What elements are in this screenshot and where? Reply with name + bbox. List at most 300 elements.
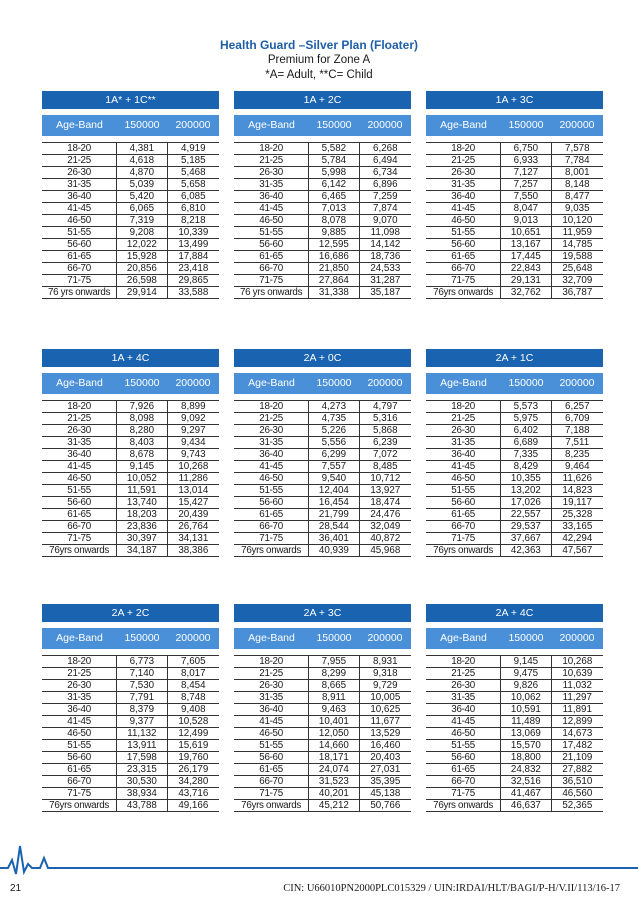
premium-cell: 12,404 xyxy=(309,485,359,496)
age-band-cell: 26-30 xyxy=(234,425,309,436)
column-header: 150000 xyxy=(508,377,544,389)
age-band-cell: 61-65 xyxy=(234,764,309,775)
premium-cell: 7,578 xyxy=(565,143,590,154)
age-band-cell: 31-35 xyxy=(42,437,117,448)
premium-cell: 10,268 xyxy=(562,656,593,667)
premium-cell: 4,919 xyxy=(181,143,206,154)
age-band-cell: 18-20 xyxy=(42,401,117,412)
premium-cell: 46,560 xyxy=(562,788,593,799)
premium-cell: 8,299 xyxy=(309,668,359,679)
table-row xyxy=(426,401,603,413)
premium-cell: 7,530 xyxy=(117,680,167,691)
premium-table xyxy=(234,91,411,299)
premium-cell: 9,208 xyxy=(117,227,167,238)
column-header: 150000 xyxy=(508,632,544,644)
age-band-cell: 31-35 xyxy=(234,692,309,703)
premium-cell: 8,098 xyxy=(117,413,167,424)
premium-cell: 33,165 xyxy=(562,521,593,532)
table-row xyxy=(234,776,411,788)
table-row xyxy=(42,533,219,545)
premium-cell: 36,401 xyxy=(309,533,359,544)
table-row xyxy=(426,704,603,716)
age-band-cell: 61-65 xyxy=(42,764,117,775)
premium-cell: 6,257 xyxy=(565,401,590,412)
age-band-cell: 36-40 xyxy=(42,704,117,715)
age-band-cell: 46-50 xyxy=(426,473,501,484)
premium-cell: 6,750 xyxy=(501,143,551,154)
premium-cell: 30,397 xyxy=(117,533,167,544)
table-row xyxy=(234,215,411,227)
premium-table xyxy=(426,604,603,812)
table-row xyxy=(426,239,603,251)
premium-cell: 37,667 xyxy=(501,533,551,544)
table-row xyxy=(42,764,219,776)
age-band-cell: 46-50 xyxy=(42,473,117,484)
premium-cell: 22,843 xyxy=(501,263,551,274)
premium-cell: 24,074 xyxy=(309,764,359,775)
premium-cell: 25,328 xyxy=(562,509,593,520)
premium-cell: 43,788 xyxy=(117,800,167,811)
table-row xyxy=(426,251,603,263)
age-band-cell: 26-30 xyxy=(42,167,117,178)
premium-table xyxy=(234,349,411,557)
premium-cell: 16,686 xyxy=(309,251,359,262)
age-band-cell: 71-75 xyxy=(426,275,501,286)
table-header-row xyxy=(42,373,219,394)
premium-cell: 8,403 xyxy=(117,437,167,448)
premium-cell: 31,338 xyxy=(309,287,359,298)
table-row xyxy=(426,521,603,533)
age-band-cell: 51-55 xyxy=(42,740,117,751)
heartbeat-icon xyxy=(0,838,60,878)
age-band-cell: 18-20 xyxy=(426,401,501,412)
premium-cell: 12,050 xyxy=(309,728,359,739)
table-row xyxy=(426,473,603,485)
table-header-row xyxy=(234,115,411,136)
age-band-cell: 76yrs onwards xyxy=(234,545,309,556)
age-band-cell: 56-60 xyxy=(234,239,309,250)
premium-cell: 6,085 xyxy=(181,191,206,202)
premium-cell: 22,557 xyxy=(501,509,551,520)
age-band-cell: 76yrs onwards xyxy=(234,800,309,811)
table-row xyxy=(234,227,411,239)
premium-cell: 23,418 xyxy=(178,263,209,274)
table-row xyxy=(426,425,603,437)
table-title: 2A + 3C xyxy=(234,604,411,622)
premium-cell: 18,203 xyxy=(117,509,167,520)
age-band-cell: 41-45 xyxy=(234,203,309,214)
premium-cell: 8,429 xyxy=(501,461,551,472)
premium-cell: 11,132 xyxy=(117,728,167,739)
table-body xyxy=(426,400,603,557)
premium-cell: 8,235 xyxy=(565,449,590,460)
premium-cell: 8,748 xyxy=(181,692,206,703)
premium-cell: 21,109 xyxy=(562,752,593,763)
column-header: Age-Band xyxy=(56,377,103,389)
premium-cell: 32,516 xyxy=(501,776,551,787)
age-band-cell: 31-35 xyxy=(42,692,117,703)
table-row xyxy=(42,497,219,509)
premium-cell: 34,187 xyxy=(117,545,167,556)
cin-uin-text: CIN: U66010PN2000PLC015329 / UIN:IRDAI/HLT/BAGI/P-H/V.II/113/16-17 xyxy=(283,883,620,894)
premium-cell: 35,395 xyxy=(370,776,401,787)
age-band-cell: 56-60 xyxy=(42,497,117,508)
age-band-cell: 36-40 xyxy=(42,449,117,460)
table-row xyxy=(234,191,411,203)
premium-cell: 11,489 xyxy=(501,716,551,727)
age-band-cell: 31-35 xyxy=(234,179,309,190)
premium-cell: 49,166 xyxy=(178,800,209,811)
table-row xyxy=(234,680,411,692)
premium-cell: 8,379 xyxy=(117,704,167,715)
page-number: 21 xyxy=(10,883,22,894)
table-row xyxy=(42,788,219,800)
age-band-cell: 46-50 xyxy=(234,728,309,739)
age-band-cell: 51-55 xyxy=(426,227,501,238)
premium-cell: 6,239 xyxy=(373,437,398,448)
column-header: 200000 xyxy=(559,377,595,389)
premium-cell: 8,078 xyxy=(309,215,359,226)
table-row xyxy=(234,251,411,263)
premium-cell: 20,403 xyxy=(370,752,401,763)
age-band-cell: 41-45 xyxy=(42,203,117,214)
table-header-row xyxy=(42,115,219,136)
column-header: Age-Band xyxy=(248,632,295,644)
age-band-cell: 26-30 xyxy=(234,680,309,691)
column-header: Age-Band xyxy=(56,119,103,131)
column-header: 150000 xyxy=(124,377,160,389)
premium-cell: 42,363 xyxy=(501,545,551,556)
premium-cell: 14,785 xyxy=(562,239,593,250)
premium-cell: 9,729 xyxy=(373,680,398,691)
page-header xyxy=(0,38,638,83)
table-row xyxy=(42,776,219,788)
table-row xyxy=(426,203,603,215)
age-band-cell: 66-70 xyxy=(42,263,117,274)
premium-cell: 13,202 xyxy=(501,485,551,496)
premium-cell: 24,476 xyxy=(370,509,401,520)
table-row xyxy=(42,668,219,680)
premium-cell: 6,734 xyxy=(373,167,398,178)
premium-cell: 38,386 xyxy=(178,545,209,556)
premium-cell: 6,896 xyxy=(373,179,398,190)
age-band-cell: 61-65 xyxy=(234,251,309,262)
column-header: Age-Band xyxy=(440,632,487,644)
age-band-cell: 46-50 xyxy=(42,728,117,739)
age-band-cell: 18-20 xyxy=(234,401,309,412)
age-band-cell: 36-40 xyxy=(42,191,117,202)
table-row xyxy=(234,263,411,275)
table-row xyxy=(426,776,603,788)
age-band-cell: 21-25 xyxy=(426,155,501,166)
premium-cell: 12,899 xyxy=(562,716,593,727)
premium-cell: 33,588 xyxy=(178,287,209,298)
premium-cell: 26,179 xyxy=(178,764,209,775)
column-header: 150000 xyxy=(124,119,160,131)
premium-cell: 7,605 xyxy=(181,656,206,667)
legend-note: *A= Adult, **C= Child xyxy=(265,69,373,81)
table-row xyxy=(426,461,603,473)
premium-cell: 9,743 xyxy=(181,449,206,460)
premium-cell: 10,355 xyxy=(501,473,551,484)
table-row xyxy=(234,545,411,557)
premium-cell: 17,884 xyxy=(178,251,209,262)
table-row xyxy=(42,692,219,704)
column-header: 200000 xyxy=(175,119,211,131)
premium-cell: 7,926 xyxy=(117,401,167,412)
age-band-cell: 21-25 xyxy=(42,155,117,166)
age-band-cell: 31-35 xyxy=(426,692,501,703)
age-band-cell: 41-45 xyxy=(42,461,117,472)
column-header: 200000 xyxy=(367,632,403,644)
premium-cell: 5,185 xyxy=(181,155,206,166)
premium-cell: 9,092 xyxy=(181,413,206,424)
premium-cell: 10,005 xyxy=(370,692,401,703)
age-band-cell: 26-30 xyxy=(426,425,501,436)
table-row xyxy=(426,728,603,740)
age-band-cell: 36-40 xyxy=(234,191,309,202)
premium-cell: 31,523 xyxy=(309,776,359,787)
premium-cell: 10,339 xyxy=(178,227,209,238)
age-band-cell: 46-50 xyxy=(42,215,117,226)
table-row xyxy=(42,287,219,299)
premium-cell: 13,069 xyxy=(501,728,551,739)
table-header-row xyxy=(426,115,603,136)
premium-cell: 5,039 xyxy=(117,179,167,190)
age-band-cell: 36-40 xyxy=(426,191,501,202)
column-header: Age-Band xyxy=(248,377,295,389)
premium-cell: 9,826 xyxy=(501,680,551,691)
premium-cell: 4,735 xyxy=(309,413,359,424)
table-row xyxy=(234,413,411,425)
age-band-cell: 56-60 xyxy=(42,239,117,250)
table-row xyxy=(42,215,219,227)
premium-cell: 12,022 xyxy=(117,239,167,250)
table-row xyxy=(234,497,411,509)
premium-cell: 12,499 xyxy=(178,728,209,739)
premium-cell: 6,689 xyxy=(501,437,551,448)
age-band-cell: 51-55 xyxy=(42,485,117,496)
age-band-cell: 61-65 xyxy=(234,509,309,520)
table-row xyxy=(234,521,411,533)
premium-cell: 40,939 xyxy=(309,545,359,556)
column-header: 200000 xyxy=(559,119,595,131)
table-row xyxy=(42,227,219,239)
age-band-cell: 36-40 xyxy=(234,704,309,715)
premium-cell: 9,475 xyxy=(501,668,551,679)
premium-cell: 13,499 xyxy=(178,239,209,250)
table-row xyxy=(42,521,219,533)
premium-cell: 9,540 xyxy=(309,473,359,484)
premium-cell: 10,639 xyxy=(562,668,593,679)
age-band-cell: 21-25 xyxy=(426,668,501,679)
premium-cell: 8,047 xyxy=(501,203,551,214)
age-band-cell: 76yrs onwards xyxy=(426,287,501,298)
premium-cell: 10,528 xyxy=(178,716,209,727)
premium-cell: 29,865 xyxy=(178,275,209,286)
premium-cell: 10,712 xyxy=(370,473,401,484)
premium-cell: 19,760 xyxy=(178,752,209,763)
table-row xyxy=(426,485,603,497)
premium-cell: 15,427 xyxy=(178,497,209,508)
table-row xyxy=(426,716,603,728)
table-row xyxy=(426,227,603,239)
table-row xyxy=(42,413,219,425)
premium-cell: 32,762 xyxy=(501,287,551,298)
table-row xyxy=(234,461,411,473)
table-row xyxy=(426,179,603,191)
premium-cell: 10,062 xyxy=(501,692,551,703)
age-band-cell: 71-75 xyxy=(42,533,117,544)
table-body xyxy=(234,142,411,299)
table-title: 2A + 2C xyxy=(42,604,219,622)
premium-cell: 25,648 xyxy=(562,263,593,274)
table-row xyxy=(42,155,219,167)
age-band-cell: 61-65 xyxy=(42,251,117,262)
table-row xyxy=(426,413,603,425)
column-header: 200000 xyxy=(559,632,595,644)
premium-cell: 6,402 xyxy=(501,425,551,436)
age-band-cell: 66-70 xyxy=(426,776,501,787)
age-band-cell: 66-70 xyxy=(426,521,501,532)
table-row xyxy=(42,251,219,263)
table-row xyxy=(426,287,603,299)
age-band-cell: 26-30 xyxy=(426,167,501,178)
premium-cell: 20,856 xyxy=(117,263,167,274)
table-row xyxy=(234,143,411,155)
page-subtitle: Premium for Zone A xyxy=(267,54,371,66)
table-row xyxy=(234,509,411,521)
premium-cell: 16,460 xyxy=(370,740,401,751)
premium-cell: 15,570 xyxy=(501,740,551,751)
premium-cell: 40,872 xyxy=(370,533,401,544)
table-title: 2A + 1C xyxy=(426,349,603,367)
age-band-cell: 51-55 xyxy=(234,485,309,496)
premium-cell: 32,709 xyxy=(562,275,593,286)
table-row xyxy=(234,287,411,299)
age-band-cell: 56-60 xyxy=(426,239,501,250)
premium-cell: 17,026 xyxy=(501,497,551,508)
premium-table xyxy=(42,91,219,299)
premium-cell: 52,365 xyxy=(562,800,593,811)
premium-cell: 27,864 xyxy=(309,275,359,286)
table-row xyxy=(42,179,219,191)
table-row xyxy=(234,800,411,812)
premium-cell: 8,678 xyxy=(117,449,167,460)
premium-cell: 17,598 xyxy=(117,752,167,763)
premium-cell: 40,201 xyxy=(309,788,359,799)
table-title: 1A + 4C xyxy=(42,349,219,367)
footer-divider xyxy=(50,867,638,869)
premium-cell: 8,280 xyxy=(117,425,167,436)
table-row xyxy=(234,728,411,740)
premium-cell: 19,588 xyxy=(562,251,593,262)
premium-cell: 5,316 xyxy=(373,413,398,424)
table-row xyxy=(234,656,411,668)
age-band-cell: 18-20 xyxy=(234,143,309,154)
column-header: Age-Band xyxy=(56,632,103,644)
premium-cell: 9,408 xyxy=(181,704,206,715)
age-band-cell: 36-40 xyxy=(426,704,501,715)
premium-cell: 14,673 xyxy=(562,728,593,739)
premium-cell: 19,117 xyxy=(562,497,592,508)
table-row xyxy=(42,740,219,752)
table-row xyxy=(234,473,411,485)
premium-cell: 6,494 xyxy=(373,155,398,166)
table-row xyxy=(426,275,603,287)
premium-cell: 4,273 xyxy=(309,401,359,412)
premium-cell: 9,035 xyxy=(565,203,590,214)
premium-cell: 5,468 xyxy=(181,167,206,178)
table-row xyxy=(42,680,219,692)
table-row xyxy=(426,656,603,668)
premium-cell: 7,013 xyxy=(309,203,359,214)
premium-cell: 10,268 xyxy=(178,461,209,472)
table-row xyxy=(234,740,411,752)
age-band-cell: 76yrs onwards xyxy=(42,545,117,556)
age-band-cell: 26-30 xyxy=(42,425,117,436)
column-header: 150000 xyxy=(124,632,160,644)
table-row xyxy=(426,167,603,179)
table-row xyxy=(42,728,219,740)
premium-cell: 7,511 xyxy=(565,437,590,448)
table-header-row xyxy=(42,628,219,649)
table-row xyxy=(42,716,219,728)
table-row xyxy=(426,509,603,521)
table-row xyxy=(234,704,411,716)
table-row xyxy=(234,425,411,437)
premium-cell: 10,625 xyxy=(370,704,401,715)
column-header: 200000 xyxy=(367,377,403,389)
premium-cell: 8,017 xyxy=(181,668,206,679)
age-band-cell: 51-55 xyxy=(234,740,309,751)
table-row xyxy=(426,680,603,692)
table-body xyxy=(42,655,219,812)
age-band-cell: 51-55 xyxy=(234,227,309,238)
premium-cell: 26,598 xyxy=(117,275,167,286)
premium-cell: 13,529 xyxy=(370,728,401,739)
table-row xyxy=(426,449,603,461)
premium-cell: 13,014 xyxy=(178,485,209,496)
column-header: 200000 xyxy=(175,632,211,644)
premium-cell: 7,140 xyxy=(117,668,167,679)
premium-cell: 7,127 xyxy=(501,167,551,178)
premium-cell: 23,315 xyxy=(117,764,167,775)
age-band-cell: 46-50 xyxy=(234,215,309,226)
premium-cell: 18,736 xyxy=(370,251,401,262)
premium-cell: 9,463 xyxy=(309,704,359,715)
premium-cell: 18,171 xyxy=(309,752,359,763)
age-band-cell: 46-50 xyxy=(426,728,501,739)
premium-cell: 8,001 xyxy=(565,167,590,178)
table-body xyxy=(426,655,603,812)
age-band-cell: 21-25 xyxy=(42,668,117,679)
age-band-cell: 31-35 xyxy=(234,437,309,448)
column-header: Age-Band xyxy=(440,119,487,131)
age-band-cell: 56-60 xyxy=(426,497,501,508)
premium-cell: 6,299 xyxy=(309,449,359,460)
age-band-cell: 61-65 xyxy=(426,764,501,775)
premium-cell: 6,709 xyxy=(565,413,590,424)
table-row xyxy=(42,485,219,497)
premium-cell: 24,533 xyxy=(370,263,401,274)
premium-cell: 6,268 xyxy=(373,143,398,154)
premium-cell: 8,454 xyxy=(181,680,206,691)
premium-cell: 5,582 xyxy=(309,143,359,154)
premium-cell: 6,773 xyxy=(117,656,167,667)
age-band-cell: 76yrs onwards xyxy=(42,800,117,811)
table-row xyxy=(234,155,411,167)
